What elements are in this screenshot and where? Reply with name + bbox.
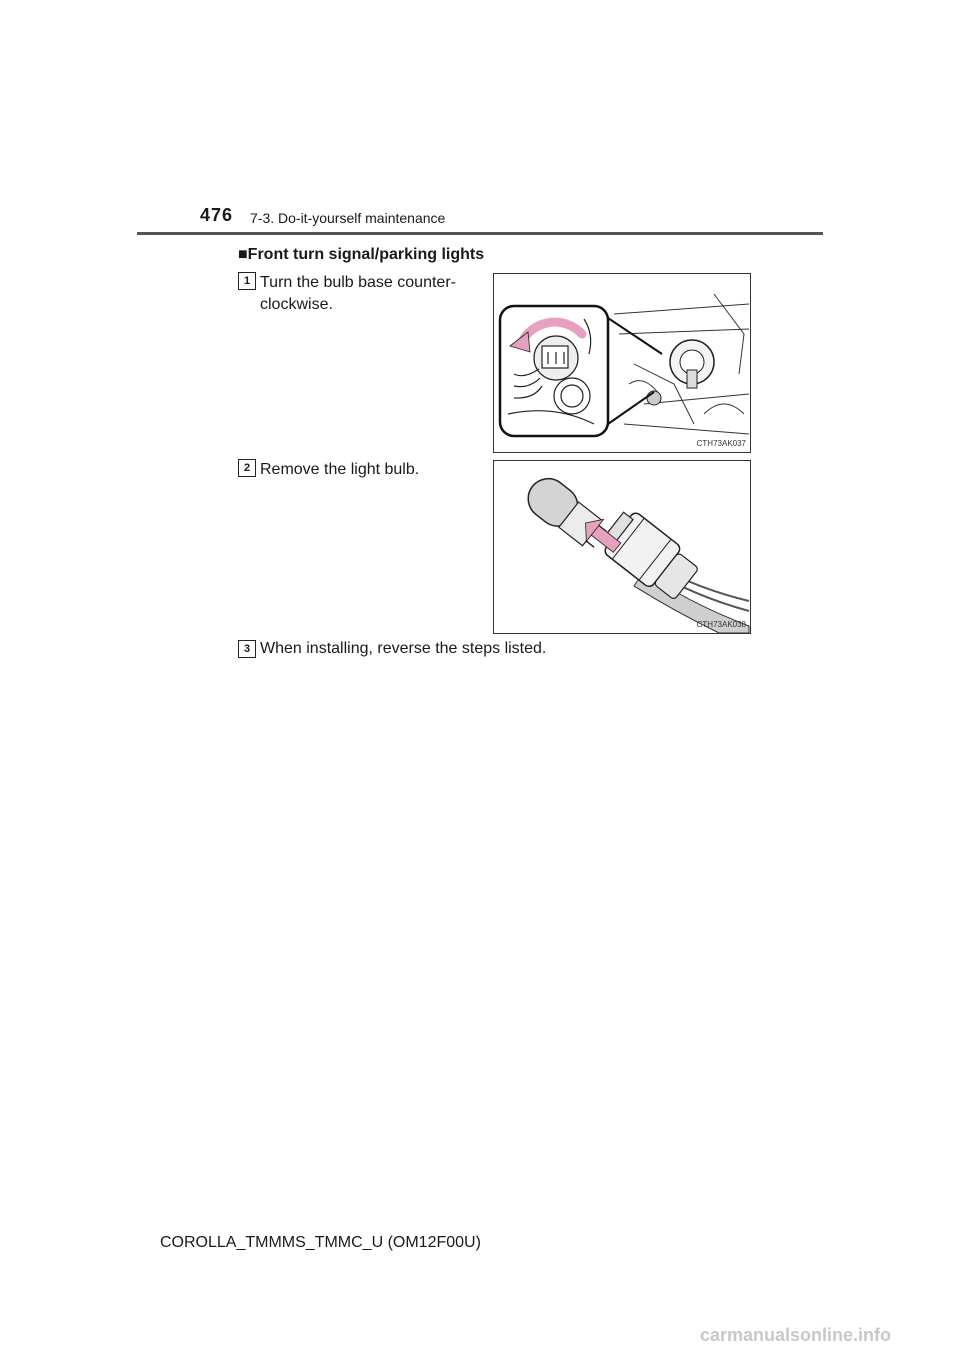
- watermark: carmanualsonline.info: [700, 1325, 892, 1345]
- page-number: 476: [200, 205, 234, 225]
- figure-2-id: CTH73AK038: [696, 620, 746, 629]
- step-1-line-1: Turn the bulb base counter-: [260, 274, 456, 291]
- step-2-badge: 2: [238, 459, 256, 477]
- subheading: [238, 246, 484, 264]
- footer-model: COROLLA_TMMMS_TMMC_U (OM12F00U): [160, 1234, 481, 1251]
- step-1-badge: 1: [238, 272, 256, 290]
- header-divider: [137, 232, 823, 235]
- section-title: 7-3. Do-it-yourself maintenance: [250, 210, 446, 226]
- remove-bulb-illustration: [494, 461, 750, 633]
- bulb-base-rotation-illustration: [494, 274, 750, 452]
- square-bullet-icon: ■: [238, 246, 248, 263]
- subheading-title: Front turn signal/parking lights: [247, 246, 485, 263]
- step-3-text: When installing, reverse the steps listed.: [260, 640, 547, 657]
- step-1-line-2: clockwise.: [260, 296, 333, 313]
- figure-remove-bulb: [493, 460, 751, 634]
- figure-bulb-base-rotation: [493, 273, 751, 453]
- figure-1-id: CTH73AK037: [696, 439, 746, 448]
- step-3-badge: 3: [238, 640, 256, 658]
- step-2-text: Remove the light bulb.: [260, 461, 420, 478]
- step-1-text: [260, 272, 456, 316]
